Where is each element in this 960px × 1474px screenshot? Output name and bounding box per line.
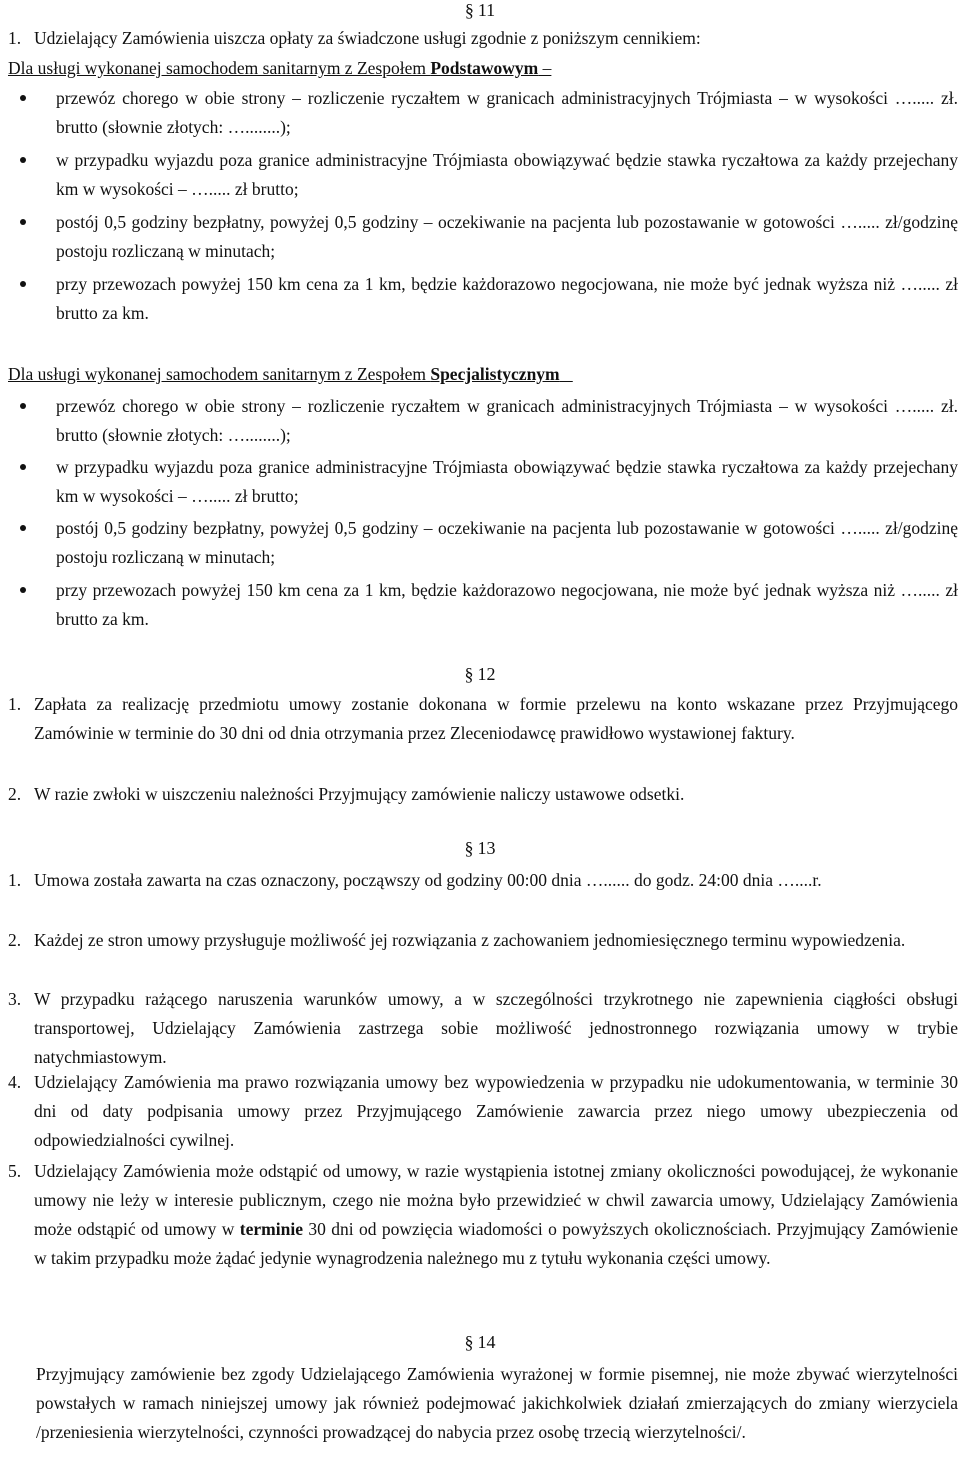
bullet-text: postój 0,5 godziny bezpłatny, powyżej 0,5 godziny – oczekiwanie na pacjenta lub pozostawanie w gotowości …..... zł/godzinę postoju rozliczaną w minutach; — [56, 212, 958, 261]
s13-item-2 — [8, 926, 958, 955]
paragraph-sign: § — [464, 1332, 474, 1352]
basic-bullet-3 — [20, 208, 958, 266]
item-number: 1. — [8, 28, 22, 48]
basic-heading-text: Dla usługi wykonanej samochodem sanitarnym z Zespołem — [8, 58, 431, 78]
item-number: 3. — [8, 989, 22, 1009]
s13-item-3 — [8, 985, 958, 1072]
item-text-bold: terminie — [239, 1219, 303, 1239]
bullet-text: przewóz chorego w obie strony – rozliczenie ryczałtem w granicach administracyjnych Trójmiasta – w wysokości …..... zł. brutto (słownie złotych: …........); — [56, 88, 958, 137]
s12-item-2 — [8, 780, 958, 809]
bullet-icon — [20, 403, 26, 409]
section-14-heading — [0, 1332, 960, 1353]
item-number: 2. — [8, 930, 22, 950]
s13-item-5 — [8, 1157, 958, 1273]
section-number: 13 — [477, 838, 496, 858]
s13-item-4 — [8, 1068, 958, 1155]
basic-heading-dash: – — [538, 58, 552, 78]
item-text: Udzielający Zamówienia uiszcza opłaty za świadczone usługi zgodnie z poniższym cennikiem: — [34, 28, 701, 48]
item-text: Udzielający Zamówienia ma prawo rozwiązania umowy bez wypowiedzenia w przypadku nie udokumentowania, w terminie 30 dni od daty podpisania umowy przez Przyjmującego Zamówienie zawarcia przez niego umowy ubezpieczenia od odpowiedzialności cywilnej. — [34, 1072, 958, 1150]
bullet-icon — [20, 219, 26, 225]
item-text: W przypadku rażącego naruszenia warunków umowy, a w szczególności trzykrotnego nie zapewnienia ciągłości obsługi transportowej, Udzielający Zamówienia zastrzega sobie możliwość jednostronnego rozwiązania umowy w trybie natychmiastowym. — [34, 989, 958, 1067]
paragraph-sign: § — [464, 664, 474, 684]
bullet-text: przy przewozach powyżej 150 km cena za 1 km, będzie każdorazowo negocjowana, nie może być jednak wyższa niż …..... zł brutto za km. — [56, 274, 958, 323]
spec-bullet-2 — [20, 453, 958, 511]
item-text — [34, 1157, 958, 1273]
bullet-text: przewóz chorego w obie strony – rozliczenie ryczałtem w granicach administracyjnych Trójmiasta – w wysokości …..... zł. brutto (słownie złotych: …........); — [56, 396, 958, 445]
s12-item-1 — [8, 690, 958, 748]
basic-bullet-1 — [20, 84, 958, 142]
section-13-heading — [0, 838, 960, 859]
item-text: W razie zwłoki w uiszczeniu należności Przyjmujący zamówienie naliczy ustawowe odsetki. — [34, 784, 685, 804]
item-number: 2. — [8, 784, 22, 804]
specialist-team-heading — [8, 360, 573, 388]
basic-bullet-4 — [20, 270, 958, 328]
bullet-icon — [20, 525, 26, 531]
spec-bullet-4 — [20, 576, 958, 634]
section-number: 14 — [477, 1332, 496, 1352]
bullet-icon — [20, 95, 26, 101]
item-number: 1. — [8, 870, 22, 890]
bullet-text: w przypadku wyjazdu poza granice administracyjne Trójmiasta obowiązywać będzie stawka ryczałtowa za każdy przejechany km w wysokości – …..... zł brutto; — [56, 457, 958, 506]
s11-item-1 — [8, 24, 958, 53]
item-text-part: Udzielający Zamówienia może odstąpić od umowy, w razie wystąpienia istotnej zmiany okoliczności powodującej, że wykonanie umowy nie leży w interesie publicznym, czego nie można było przewidzieć w chwil zawarcia umowy, Udzielający Zamówienia może odstąpić od umowy w — [34, 1161, 958, 1239]
section-12-heading — [0, 664, 960, 685]
section-number: 12 — [477, 664, 496, 684]
bullet-text: postój 0,5 godziny bezpłatny, powyżej 0,5 godziny – oczekiwanie na pacjenta lub pozostawanie w gotowości …..... zł/godzinę postoju rozliczaną w minutach; — [56, 518, 958, 567]
bullet-text: w przypadku wyjazdu poza granice administracyjne Trójmiasta obowiązywać będzie stawka ryczałtowa za każdy przejechany km w wysokości – …..... zł brutto; — [56, 150, 958, 199]
item-number: 1. — [8, 694, 22, 714]
s13-item-1 — [8, 866, 958, 895]
spec-bullet-3 — [20, 514, 958, 572]
section-number: 11 — [477, 0, 496, 20]
spec-heading-bold: Specjalistycznym — [430, 364, 560, 384]
basic-bullet-2 — [20, 146, 958, 204]
bullet-icon — [20, 281, 26, 287]
item-number: 4. — [8, 1072, 22, 1092]
bullet-icon — [20, 464, 26, 470]
item-text: Umowa została zawarta na czas oznaczony, począwszy od godziny 00:00 dnia …...... do godz. 24:00 dnia …....r. — [34, 870, 822, 890]
item-text-part: 30 dni od powzięcia wiadomości o powyższych okolicznościach. Przyjmujący Zamówienie w takim przypadku może żądać jedynie wynagrodzenia należnego mu z tytułu wykonania części umowy. — [34, 1219, 958, 1268]
s14-text: Przyjmujący zamówienie bez zgody Udzielającego Zamówienia wyrażonej w formie pisemnej, nie może zbywać wierzytelności powstałych w ramach niniejszej umowy jak również podejmować jakichkolwiek działań zmierzających do zmiany wierzyciela /przeniesienia wierzytelności, czynności prowadzącej do nabycia przez osobę trzecią wierzytelności/. — [36, 1364, 958, 1442]
spec-bullet-1 — [20, 392, 958, 450]
item-number: 5. — [8, 1161, 22, 1181]
basic-heading-bold: Podstawowym — [430, 58, 539, 78]
basic-team-heading — [8, 54, 551, 82]
paragraph-sign: § — [464, 0, 474, 20]
item-text: Każdej ze stron umowy przysługuje możliwość jej rozwiązania z zachowaniem jednomiesięcznego terminu wypowiedzenia. — [34, 930, 906, 950]
bullet-icon — [20, 157, 26, 163]
paragraph-sign: § — [464, 838, 474, 858]
bullet-icon — [20, 587, 26, 593]
bullet-text: przy przewozach powyżej 150 km cena za 1 km, będzie każdorazowo negocjowana, nie może być jednak wyższa niż …..... zł brutto za km. — [56, 580, 958, 629]
spec-heading-text: Dla usługi wykonanej samochodem sanitarnym z Zespołem — [8, 364, 431, 384]
item-text: Zapłata za realizację przedmiotu umowy zostanie dokonana w formie przelewu na konto wskazane przez Przyjmującego Zamówinie w terminie do 30 dni od dnia otrzymania przez Zleceniodawcę prawidłowo wystawionej faktury. — [34, 694, 958, 743]
section-11-heading — [0, 0, 960, 21]
